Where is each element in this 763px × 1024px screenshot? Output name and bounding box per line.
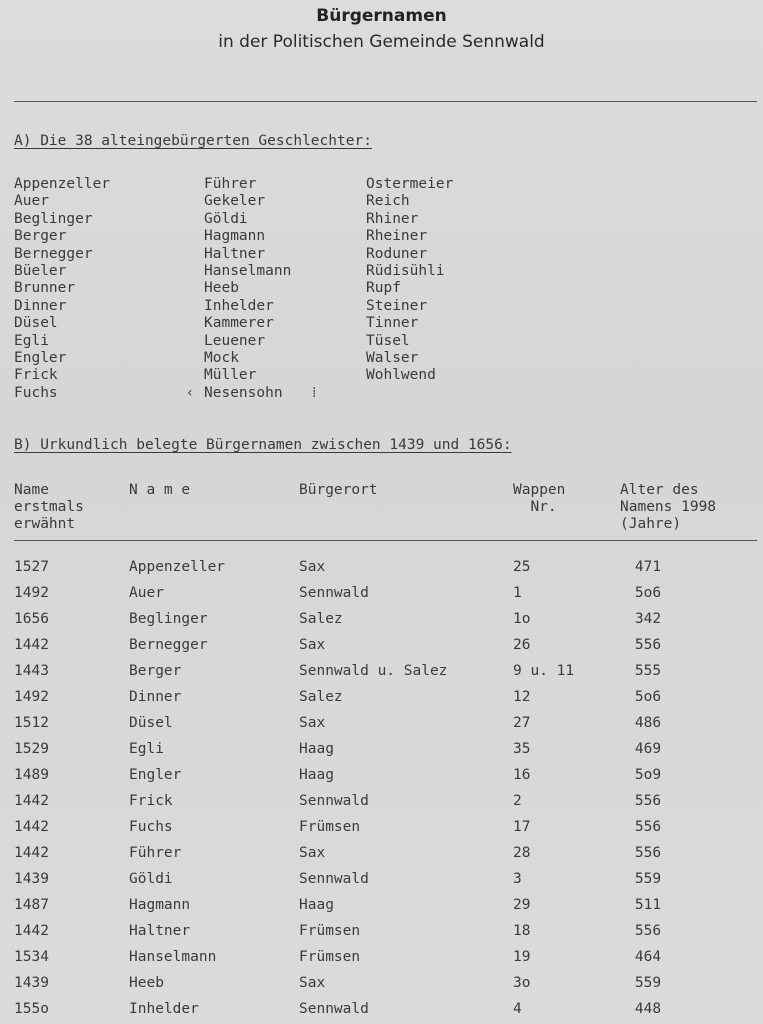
name-item: Appenzeller (14, 176, 111, 192)
name-item: Hanselmann (204, 263, 292, 280)
col-header-name: N a m e (129, 482, 191, 498)
table-row: 1442 Führer Sax 28 556 (14, 845, 662, 861)
table-row: 1534 Hanselmann Frümsen 19 464 (14, 949, 662, 965)
table-row: 1529 Egli Haag 35 469 (14, 741, 662, 757)
name-item: Heeb (204, 280, 239, 297)
page-subtitle: in der Politischen Gemeinde Sennwald (218, 32, 545, 52)
page-title: Bürgernamen (316, 6, 447, 26)
col-header-coat-of-arms: Wappen Nr. (513, 482, 566, 515)
name-item: Beglinger (14, 210, 93, 227)
table-row: 1442 Haltner Frümsen 18 556 (14, 923, 662, 939)
name-item: Steiner (366, 297, 428, 314)
name-item: Auer (14, 193, 49, 210)
col-header-year: Name erstmals erwähnt (14, 482, 84, 532)
name-item: Büeler (14, 263, 67, 280)
name-item: Inhelder (204, 297, 274, 314)
name-item: Fuchs (14, 384, 58, 401)
table-row: 1439 Heeb Sax 3o 559 (14, 975, 662, 991)
names-column-3 (366, 176, 453, 385)
name-item: Ostermeier (366, 176, 454, 192)
names-column-1 (14, 176, 110, 402)
name-item: Roduner (366, 245, 428, 262)
name-item: Rhiner (366, 210, 419, 227)
table-row: 1442 Fuchs Frümsen 17 556 (14, 819, 662, 835)
table-row: 1527 Appenzeller Sax 25 471 (14, 559, 662, 575)
name-item: Führer (204, 176, 257, 192)
name-item: Tüsel (366, 332, 410, 349)
table-row: 1443 Berger Sennwald u. Salez 9 u. 11 555 (14, 663, 662, 679)
name-item: Rupf (366, 280, 401, 297)
col-header-place: Bürgerort (299, 482, 378, 498)
table-row: 1442 Bernegger Sax 26 556 (14, 637, 662, 653)
table-row: 1439 Göldi Sennwald 3 559 (14, 871, 662, 887)
name-item: Brunner (14, 280, 76, 297)
name-item: Bernegger (14, 245, 93, 262)
name-item: Kammerer (204, 315, 274, 332)
name-item: Egli (14, 332, 49, 349)
table-row: 155o Inhelder Sennwald 4 448 (14, 1001, 662, 1017)
name-item: Dinner (14, 297, 67, 314)
name-item: Göldi (204, 210, 248, 227)
table-row: 1442 Frick Sennwald 2 556 (14, 793, 662, 809)
name-item: Hagmann (204, 228, 266, 245)
name-item: Leuener (204, 332, 266, 349)
table-row: 1489 Engler Haag 16 5o9 (14, 767, 662, 783)
section-a-heading: A) Die 38 alteingebürgerten Geschlechter: (14, 133, 372, 149)
table-row: 1656 Beglinger Salez 1o 342 (14, 611, 662, 627)
name-item: Rheiner (366, 228, 428, 245)
name-item: Mock (204, 350, 239, 367)
table-row: 1487 Hagmann Haag 29 511 (14, 897, 662, 913)
section-b-heading: B) Urkundlich belegte Bürgernamen zwischen 1439 und 1656: (14, 437, 512, 453)
table-row: 1492 Dinner Salez 12 5o6 (14, 689, 662, 705)
name-item: Rüdisühli (366, 263, 445, 280)
name-item: Walser (366, 350, 419, 367)
top-rule (14, 101, 757, 102)
name-item: Frick (14, 367, 58, 384)
name-item: Tinner (366, 315, 419, 332)
name-item: Düsel (14, 315, 58, 332)
name-item: Haltner (204, 245, 266, 262)
table-header-rule (14, 540, 757, 541)
name-item: Berger (14, 228, 67, 245)
name-item: Wohlwend (366, 367, 436, 384)
name-item: Gekeler (204, 193, 266, 210)
table-row: 1492 Auer Sennwald 1 5o6 (14, 585, 662, 601)
names-table (14, 554, 678, 1022)
name-item: Müller (204, 367, 257, 384)
name-item: Nesensohn (204, 384, 283, 401)
name-item: Engler (14, 350, 67, 367)
name-item: Reich (366, 193, 410, 210)
table-row: 1512 Düsel Sax 27 486 (14, 715, 662, 731)
handwritten-mark: ‹ (187, 385, 193, 401)
col-header-age: Alter des Namens 1998 (Jahre) (620, 482, 717, 532)
handwritten-mark: ⁞ (312, 385, 317, 401)
names-column-2 (204, 176, 291, 402)
